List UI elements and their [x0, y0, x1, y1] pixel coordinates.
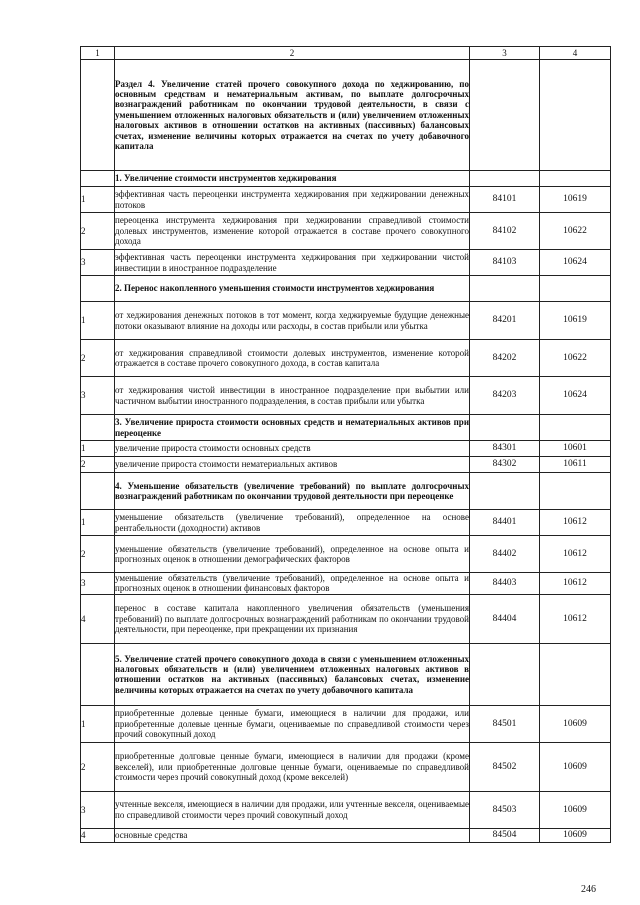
- section-heading-row: [81, 643, 611, 705]
- account-number: 10609: [540, 742, 611, 791]
- row-number: [81, 171, 115, 187]
- account-number: 10622: [540, 340, 611, 377]
- row-description: от хеджирования чистой инвестиции в иностранное подразделение при выбытии или частичном выбытии иностранного подразделения, в состав прибыли или убытка: [115, 377, 470, 415]
- account-number: [540, 415, 611, 441]
- account-number: 10609: [540, 705, 611, 742]
- account-number: 10601: [540, 441, 611, 457]
- symbol-code: 84403: [470, 573, 540, 595]
- row-number: [81, 60, 115, 171]
- symbol-code: [470, 276, 540, 302]
- row-number: [81, 643, 115, 705]
- row-description: от хеджирования денежных потоков в тот момент, когда хеджируемые будущие денежные потоки оказывают влияние на доходы или расходы, в состав прибыли или убытка: [115, 302, 470, 340]
- section-heading-row: [81, 415, 611, 441]
- section-heading-text: 1. Увеличение стоимости инструментов хеджирования: [115, 171, 470, 187]
- symbol-code: 84101: [470, 187, 540, 213]
- table-row: [81, 250, 611, 276]
- table-row: [81, 302, 611, 340]
- row-number: 3: [81, 573, 115, 595]
- row-number: 1: [81, 510, 115, 536]
- row-description: приобретенные долговые ценные бумаги, имеющиеся в наличии для продажи (кроме векселей), или приобретенные долговые ценные бумаги, оцениваемые по справедливой стоимости через прочий совокупный доход (кроме векселей): [115, 742, 470, 791]
- row-description: увеличение прироста стоимости основных средств: [115, 441, 470, 457]
- page-number: 246: [581, 884, 596, 895]
- row-number: [81, 415, 115, 441]
- account-number: 10609: [540, 828, 611, 842]
- section-heading-text: Раздел 4. Увеличение статей прочего совокупного дохода по хеджированию, по основным средствам и нематериальным активам, по выплате долгосрочных вознаграждений работникам по окончании трудовой деятельности, в связи с уменьшением отложенных налоговых обязательств и (или) увеличением отложенных налоговых активов в отношении остатков на активных (пассивных) балансовых счетах, изменение величины которых отражается на счетах по учету добавочного капитала: [115, 60, 470, 171]
- header-cell: 1: [81, 47, 115, 60]
- row-number: 1: [81, 705, 115, 742]
- symbol-code: [470, 415, 540, 441]
- row-description: увеличение прироста стоимости нематериальных активов: [115, 457, 470, 473]
- account-number: 10624: [540, 250, 611, 276]
- symbol-code: 84502: [470, 742, 540, 791]
- table-row: [81, 340, 611, 377]
- account-number: 10619: [540, 187, 611, 213]
- table-row: [81, 213, 611, 250]
- row-description: перенос в составе капитала накопленного увеличения обязательств (уменьшения требований) по выплате долгосрочных вознаграждений работникам по окончании трудовой деятельности, при переоценке, при прекращении их признания: [115, 594, 470, 643]
- table-row: [81, 742, 611, 791]
- row-number: 1: [81, 441, 115, 457]
- header-cell: 3: [470, 47, 540, 60]
- row-number: 3: [81, 377, 115, 415]
- account-number: 10622: [540, 213, 611, 250]
- symbol-code: 84202: [470, 340, 540, 377]
- row-description: уменьшение обязательств (увеличение требований), определенное на основе рентабельности (доходности) активов: [115, 510, 470, 536]
- row-number: 4: [81, 828, 115, 842]
- symbol-code: [470, 643, 540, 705]
- row-description: основные средства: [115, 828, 470, 842]
- symbol-code: 84302: [470, 457, 540, 473]
- section-heading-text: 3. Увеличение прироста стоимости основных средств и нематериальных активов при переоценке: [115, 415, 470, 441]
- section-heading-row: [81, 473, 611, 510]
- section-table: [80, 46, 611, 843]
- header-cell: 4: [540, 47, 611, 60]
- row-number: 2: [81, 340, 115, 377]
- account-number: [540, 171, 611, 187]
- header-row: [81, 47, 611, 60]
- account-number: [540, 276, 611, 302]
- table-row: [81, 791, 611, 828]
- row-description: уменьшение обязательств (увеличение требований), определенное на основе опыта и прогнозных оценок в отношении финансовых факторов: [115, 573, 469, 594]
- table-row: [81, 457, 611, 473]
- table-row: [81, 441, 611, 457]
- account-number: 10612: [540, 573, 611, 595]
- symbol-code: 84402: [470, 536, 540, 573]
- account-number: 10611: [540, 457, 611, 473]
- table-row: [81, 187, 611, 213]
- row-description: эффективная часть переоценки инструмента хеджирования при хеджировании чистой инвестиции в иностранное подразделение: [115, 250, 470, 276]
- row-number: 3: [81, 250, 115, 276]
- section-heading-row: [81, 171, 611, 187]
- row-number: 2: [81, 536, 115, 573]
- section-heading-text: 5. Увеличение статей прочего совокупного дохода в связи с уменьшением отложенных налоговых обязательств и (или) увеличением отложенных налоговых активов в отношении остатков на активных (пассивных) балансовых счетах, изменение величины которых отражается на счетах по учету добавочного капитала: [115, 643, 470, 705]
- symbol-code: 84102: [470, 213, 540, 250]
- table-row: [81, 573, 611, 595]
- symbol-code: 84404: [470, 594, 540, 643]
- symbol-code: 84301: [470, 441, 540, 457]
- header-cell: 2: [115, 47, 470, 60]
- account-number: [540, 643, 611, 705]
- table-row: [81, 594, 611, 643]
- account-number: 10619: [540, 302, 611, 340]
- row-description: приобретенные долевые ценные бумаги, имеющиеся в наличии для продажи, или приобретенные долевые ценные бумаги, оцениваемые по справедливой стоимости через прочий совокупный доход: [115, 705, 470, 742]
- symbol-code: 84504: [470, 828, 540, 842]
- symbol-code: 84501: [470, 705, 540, 742]
- account-number: 10612: [540, 510, 611, 536]
- row-description: от хеджирования справедливой стоимости долевых инструментов, изменение которой отражается в составе прочего совокупного дохода, в состав капитала: [115, 340, 470, 377]
- table-row: [81, 510, 611, 536]
- row-description: уменьшение обязательств (увеличение требований), определенное на основе опыта и прогнозных оценок в отношении демографических факторов: [115, 536, 470, 573]
- symbol-code: 84103: [470, 250, 540, 276]
- row-number: [81, 473, 115, 510]
- symbol-code: [470, 60, 540, 171]
- row-number: 2: [81, 457, 115, 473]
- account-number: 10624: [540, 377, 611, 415]
- section-heading-text: 4. Уменьшение обязательств (увеличение требований) по выплате долгосрочных вознаграждений работникам по окончании трудовой деятельности при переоценке: [115, 473, 470, 510]
- row-number: [81, 276, 115, 302]
- account-number: 10609: [540, 791, 611, 828]
- table-row: [81, 828, 611, 842]
- row-description: эффективная часть переоценки инструмента хеджирования при хеджировании денежных потоков: [115, 187, 470, 213]
- symbol-code: 84401: [470, 510, 540, 536]
- row-description: переоценка инструмента хеджирования при хеджировании справедливой стоимости долевых инструментов, изменение которой отражается в составе прочего совокупного дохода: [115, 213, 470, 250]
- account-number: [540, 473, 611, 510]
- row-number: 3: [81, 791, 115, 828]
- row-number: 2: [81, 742, 115, 791]
- section-heading-row: [81, 276, 611, 302]
- symbol-code: [470, 473, 540, 510]
- symbol-code: [470, 171, 540, 187]
- symbol-code: 84201: [470, 302, 540, 340]
- account-number: 10612: [540, 536, 611, 573]
- row-number: 1: [81, 302, 115, 340]
- account-number: 10612: [540, 594, 611, 643]
- section-heading-row: [81, 60, 611, 171]
- symbol-code: 84203: [470, 377, 540, 415]
- table-row: [81, 377, 611, 415]
- row-number: 4: [81, 594, 115, 643]
- symbol-code: 84503: [470, 791, 540, 828]
- table-row: [81, 705, 611, 742]
- table-row: [81, 536, 611, 573]
- account-number: [540, 60, 611, 171]
- section-heading-text: 2. Перенос накопленного уменьшения стоимости инструментов хеджирования: [115, 276, 470, 302]
- row-number: 1: [81, 187, 115, 213]
- row-number: 2: [81, 213, 115, 250]
- row-description: учтенные векселя, имеющиеся в наличии для продажи, или учтенные векселя, оцениваемые по справедливой стоимости через прочий совокупный доход: [115, 791, 470, 828]
